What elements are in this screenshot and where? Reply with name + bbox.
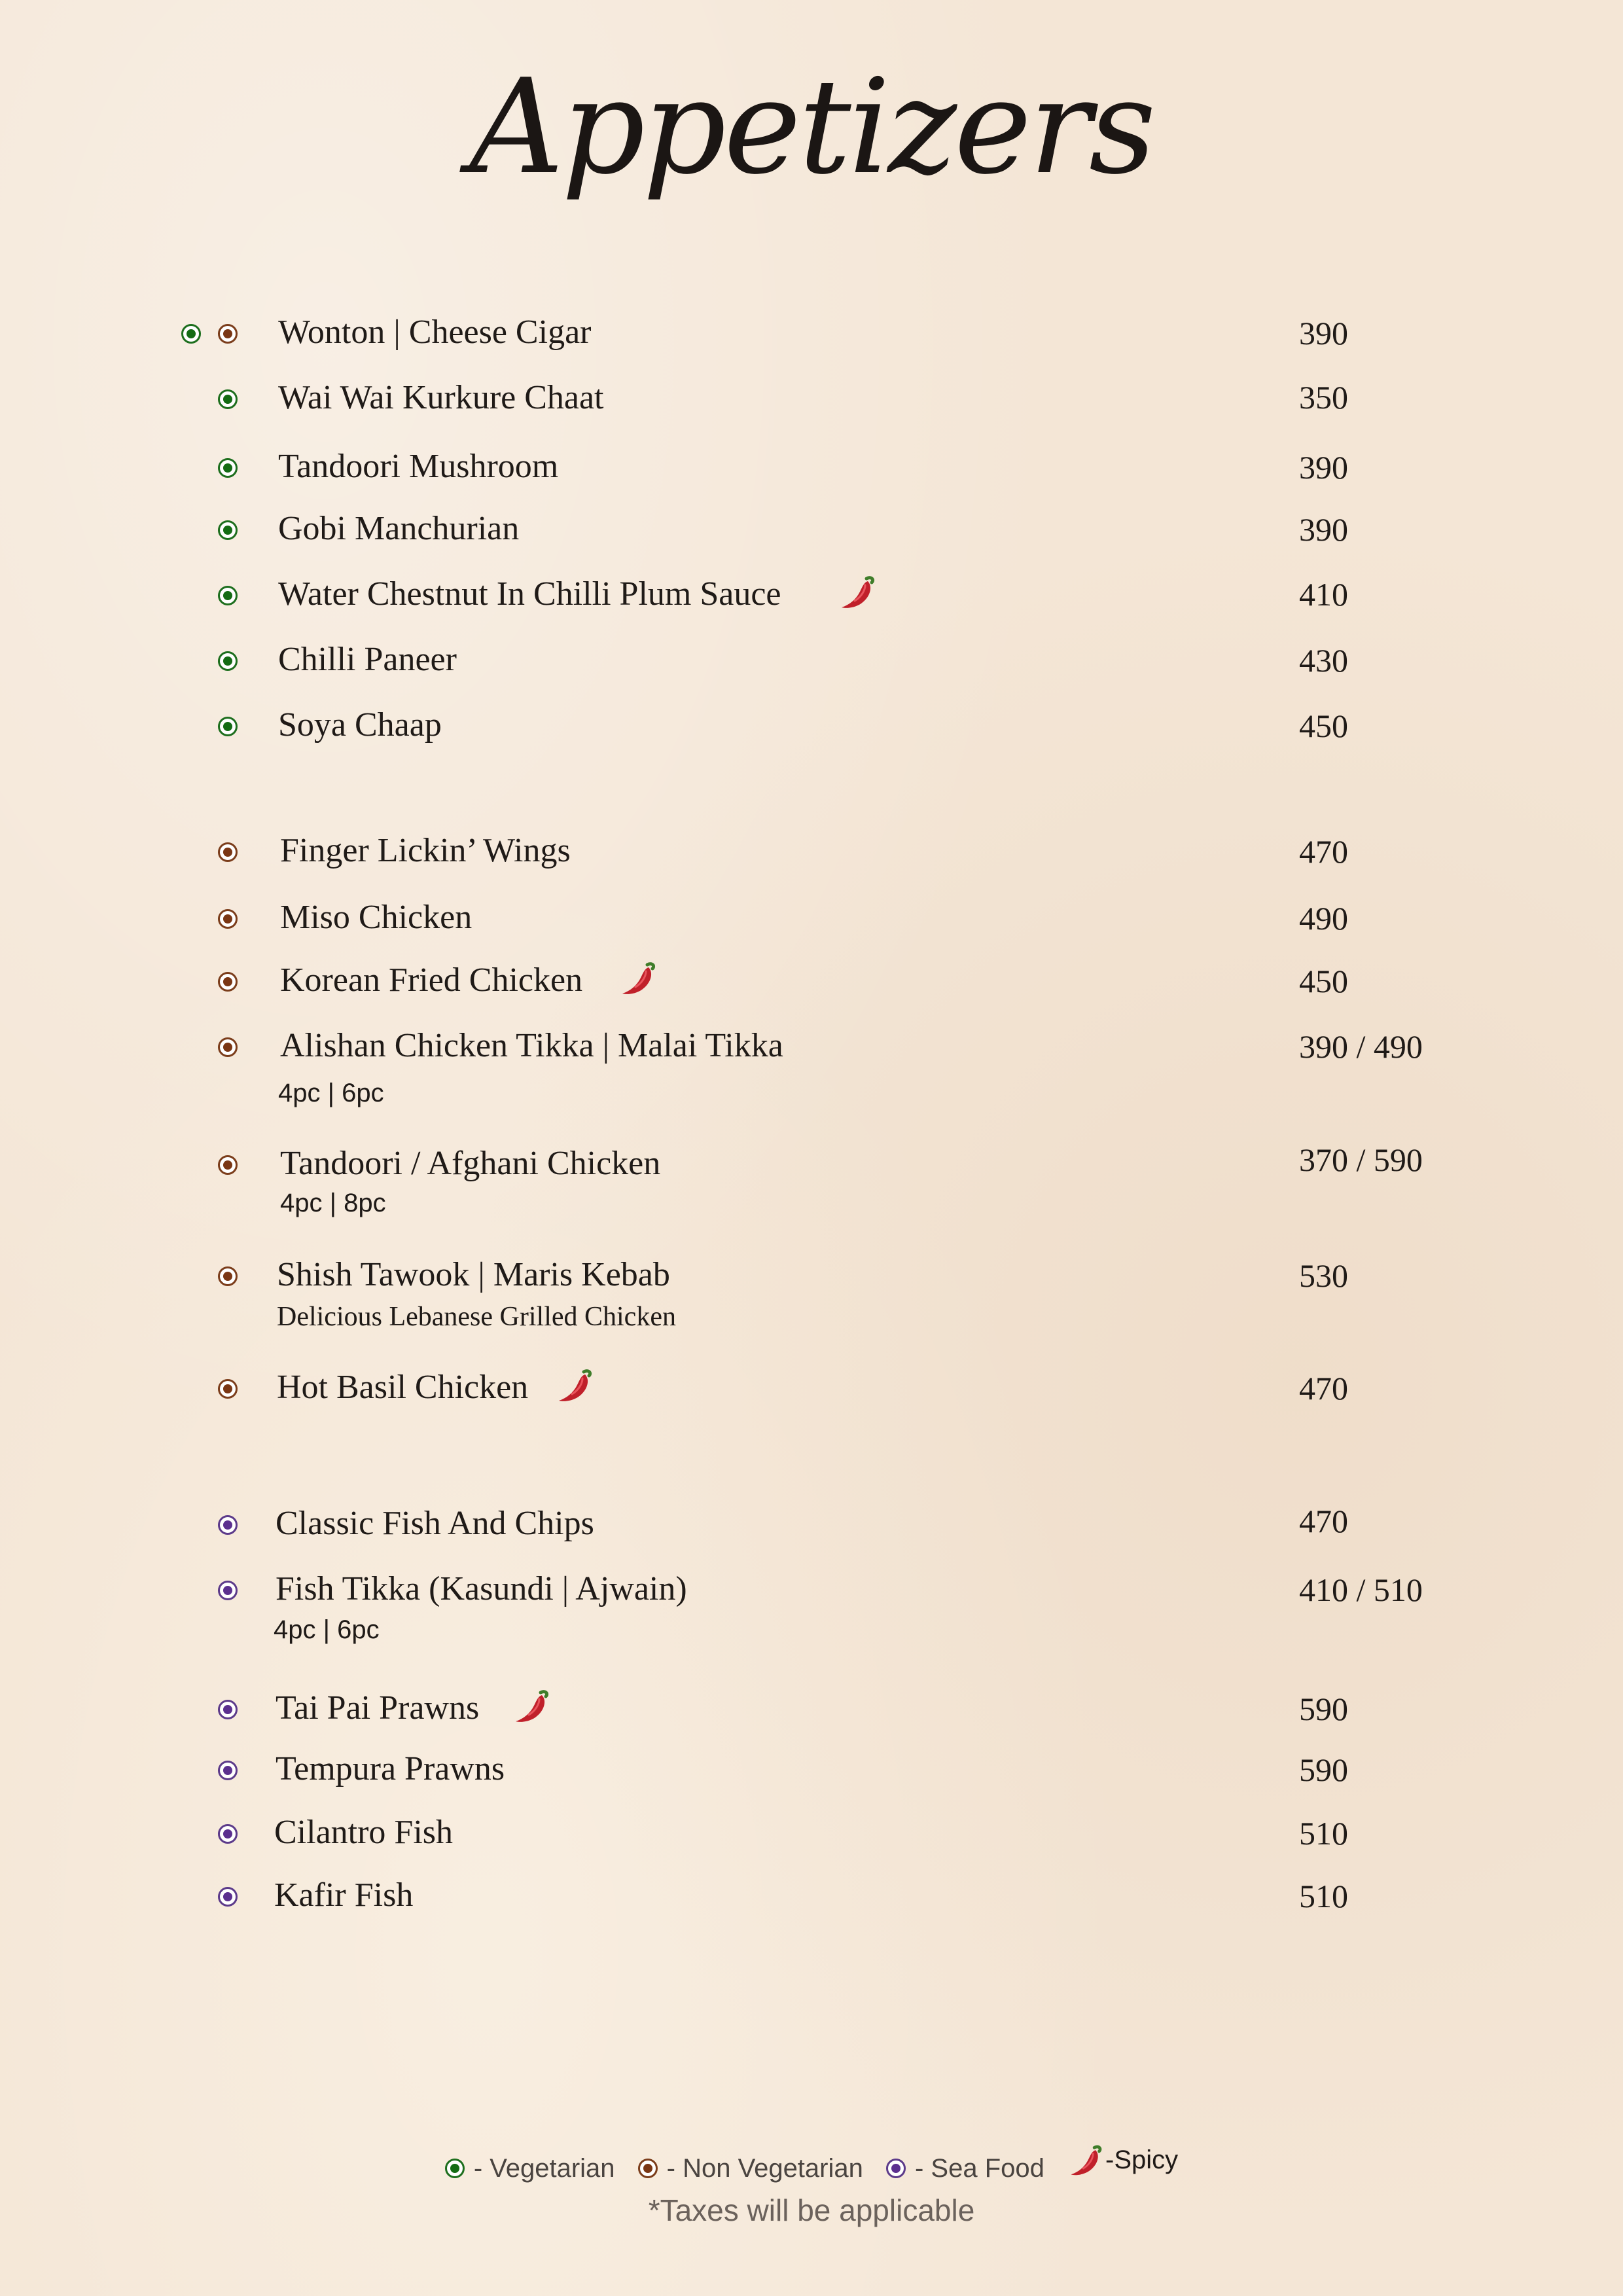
non-vegetarian-dot-icon — [218, 1266, 238, 1286]
non-vegetarian-dot-icon — [638, 2159, 658, 2178]
menu-item-price: 450 — [1299, 708, 1348, 744]
menu-item — [0, 1751, 1623, 1816]
non-vegetarian-dot-icon — [218, 909, 238, 929]
menu-item — [0, 1505, 1623, 1571]
vegetarian-dot-icon — [218, 389, 238, 409]
menu-item-name: Tandoori Mushroom — [278, 448, 559, 485]
chili-pepper-icon — [838, 572, 877, 611]
menu-item — [0, 511, 1623, 576]
menu-item-price: 430 — [1299, 642, 1348, 679]
chili-pepper-icon — [1067, 2142, 1104, 2178]
legend-non-vegetarian — [638, 2154, 863, 2183]
menu-item-price: 470 — [1299, 833, 1348, 870]
legend-non-vegetarian-label: - Non Vegetarian — [666, 2153, 863, 2183]
menu-item-price: 470 — [1299, 1503, 1348, 1539]
menu-item — [0, 707, 1623, 772]
menu-item-subtitle: 4pc | 6pc — [274, 1615, 380, 1644]
menu-item-price: 410 — [1299, 576, 1348, 613]
menu-item-name: Finger Lickin’ Wings — [280, 832, 571, 869]
menu-item — [0, 1571, 1623, 1636]
legend-vegetarian — [445, 2154, 615, 2183]
menu-item-name: Kafir Fish — [274, 1876, 414, 1914]
menu-item-name: Shish Tawook | Maris Kebab — [277, 1256, 670, 1293]
menu-item-price: 490 — [1299, 900, 1348, 937]
sea-food-dot-icon — [218, 1824, 238, 1844]
sea-food-dot-icon — [218, 1761, 238, 1780]
menu-item-name: Cilantro Fish — [274, 1814, 454, 1851]
menu-item — [0, 899, 1623, 965]
menu-item-name: Gobi Manchurian — [278, 510, 520, 547]
menu-item-name: Tandoori / Afghani Chicken — [280, 1145, 661, 1182]
page-title: Appetizers — [469, 51, 1154, 204]
menu-item-price: 370 / 590 — [1299, 1141, 1423, 1178]
vegetarian-dot-icon — [445, 2159, 465, 2178]
menu-item — [0, 380, 1623, 445]
sea-food-dot-icon — [218, 1887, 238, 1907]
menu-item-name: Tempura Prawns — [276, 1750, 505, 1787]
menu-item-subtitle: 4pc | 6pc — [278, 1079, 384, 1107]
menu-item — [0, 1257, 1623, 1322]
menu-item-price: 590 — [1299, 1751, 1348, 1788]
menu-item-price: 510 — [1299, 1878, 1348, 1914]
menu-item — [0, 962, 1623, 1028]
chili-pepper-icon — [555, 1365, 594, 1405]
menu-item-name: Wai Wai Kurkure Chaat — [278, 379, 604, 416]
taxes-note: *Taxes will be applicable — [648, 2193, 975, 2227]
menu-item-price: 470 — [1299, 1370, 1348, 1407]
chili-pepper-icon — [618, 958, 658, 997]
non-vegetarian-dot-icon — [218, 972, 238, 992]
menu-item — [0, 448, 1623, 514]
sea-food-dot-icon — [886, 2159, 906, 2178]
legend-vegetarian-label: - Vegetarian — [473, 2153, 615, 2183]
menu-item-name: Wonton | Cheese Cigar — [278, 314, 592, 351]
menu-item-name: Fish Tikka (Kasundi | Ajwain) — [276, 1570, 687, 1607]
vegetarian-dot-icon — [218, 586, 238, 605]
non-vegetarian-dot-icon — [218, 1037, 238, 1057]
menu-item-name: Miso Chicken — [280, 899, 473, 936]
vegetarian-dot-icon — [218, 458, 238, 478]
menu-item-name: Hot Basil Chicken — [277, 1369, 529, 1406]
menu-item-price: 390 — [1299, 511, 1348, 548]
menu-item — [0, 1690, 1623, 1755]
vegetarian-dot-icon — [218, 520, 238, 540]
menu-item — [0, 1028, 1623, 1093]
menu-item-price: 530 — [1299, 1257, 1348, 1294]
menu-item — [0, 1877, 1623, 1943]
menu-item — [0, 576, 1623, 641]
menu-item-name: Classic Fish And Chips — [276, 1505, 594, 1542]
non-vegetarian-dot-icon — [218, 1155, 238, 1175]
vegetarian-dot-icon — [218, 651, 238, 671]
menu-item-price: 450 — [1299, 963, 1348, 999]
menu-item-price: 390 — [1299, 449, 1348, 486]
menu-item-name: Tai Pai Prawns — [276, 1689, 480, 1727]
menu-item-price: 350 — [1299, 379, 1348, 416]
menu-item — [0, 833, 1623, 898]
menu-item — [0, 641, 1623, 707]
menu-item-name: Soya Chaap — [278, 706, 442, 744]
menu-item-subtitle: Delicious Lebanese Grilled Chicken — [277, 1302, 676, 1332]
sea-food-dot-icon — [218, 1700, 238, 1719]
menu-item-price: 590 — [1299, 1691, 1348, 1727]
legend-spicy — [1067, 2142, 1178, 2178]
menu-item-price: 410 / 510 — [1299, 1571, 1423, 1608]
legend-spicy-label: -Spicy — [1105, 2145, 1179, 2174]
menu-item-price: 510 — [1299, 1815, 1348, 1852]
non-vegetarian-dot-icon — [218, 842, 238, 862]
legend — [0, 2142, 1623, 2185]
legend-sea-food-label: - Sea Food — [915, 2153, 1044, 2183]
menu-item — [0, 1369, 1623, 1435]
menu-item-price: 390 — [1299, 315, 1348, 351]
menu-item — [0, 1141, 1623, 1211]
menu-item-name: Chilli Paneer — [278, 641, 457, 678]
menu-item-name: Water Chestnut In Chilli Plum Sauce — [278, 575, 781, 613]
vegetarian-dot-icon — [181, 324, 201, 344]
non-vegetarian-dot-icon — [218, 1379, 238, 1399]
legend-sea-food — [886, 2154, 1044, 2183]
vegetarian-dot-icon — [218, 717, 238, 736]
menu-item-subtitle: 4pc | 8pc — [280, 1189, 386, 1217]
sea-food-dot-icon — [218, 1515, 238, 1535]
chili-pepper-icon — [512, 1686, 551, 1725]
menu-item — [0, 314, 1623, 380]
menu-item-price: 390 / 490 — [1299, 1028, 1423, 1065]
menu-item — [0, 1814, 1623, 1880]
sea-food-dot-icon — [218, 1581, 238, 1600]
non-vegetarian-dot-icon — [218, 324, 238, 344]
menu-item-name: Korean Fried Chicken — [280, 961, 583, 999]
menu-item-name: Alishan Chicken Tikka | Malai Tikka — [280, 1027, 783, 1064]
